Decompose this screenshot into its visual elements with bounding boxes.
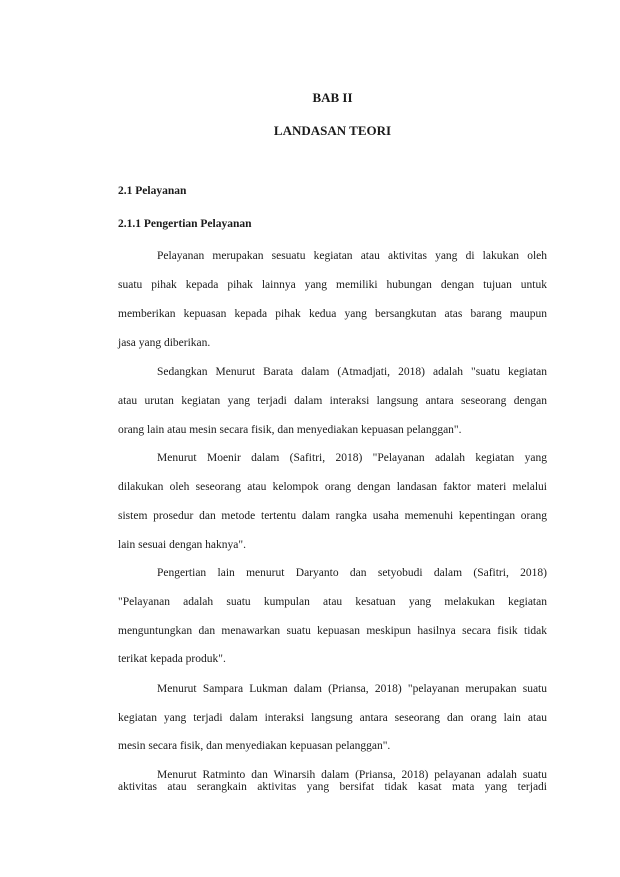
chapter-title: LANDASAN TEORI [273,123,392,138]
body-line: terikat kepada produk". [118,653,226,665]
subsection-heading: 2.1.1 Pengertian Pelayanan [118,218,252,230]
chapter-heading: BAB II [312,90,353,105]
body-line: aktivitas atau serangkain aktivitas yang bersifat tidak kasat mata yang terjadi [118,781,547,793]
body-line: jasa yang diberikan. [118,337,211,349]
body-line: kegiatan yang terjadi dalam interaksi langsung antara seseorang dan orang lain atau [118,712,547,724]
section-heading: 2.1 Pelayanan [118,185,187,197]
body-line: dilakukan oleh seseorang atau kelompok orang dengan landasan faktor materi melalui [118,481,547,493]
body-line: memberikan kepuasan kepada pihak kedua yang bersangkutan atas barang maupun [118,308,547,320]
body-line: Menurut Sampara Lukman dalam (Priansa, 2018) "pelayanan merupakan suatu [157,683,547,695]
body-line: "Pelayanan adalah suatu kumpulan atau kesatuan yang melakukan kegiatan [118,596,547,608]
body-line: Sedangkan Menurut Barata dalam (Atmadjati, 2018) adalah "suatu kegiatan [157,366,547,378]
body-line: Pelayanan merupakan sesuatu kegiatan atau aktivitas yang di lakukan oleh [157,250,547,262]
body-line: lain sesuai dengan haknya". [118,539,246,551]
body-line: Menurut Ratminto dan Winarsih dalam (Priansa, 2018) pelayanan adalah suatu [157,769,547,781]
body-line: orang lain atau mesin secara fisik, dan menyediakan kepuasan pelanggan". [118,424,462,436]
body-line: Menurut Moenir dalam (Safitri, 2018) "Pelayanan adalah kegiatan yang [157,452,547,464]
body-line: Pengertian lain menurut Daryanto dan setyobudi dalam (Safitri, 2018) [157,567,547,579]
body-line: mesin secara fisik, dan menyediakan kepuasan pelanggan". [118,740,391,752]
body-line: menguntungkan dan menawarkan suatu kepuasan meskipun hasilnya secara fisik tidak [118,625,547,637]
body-line: sistem prosedur dan metode tertentu dalam rangka usaha memenuhi kepentingan orang [118,510,547,522]
body-line: atau urutan kegiatan yang terjadi dalam interaksi langsung antara seseorang dengan [118,395,547,407]
body-line: suatu pihak kepada pihak lainnya yang memiliki hubungan dengan tujuan untuk [118,279,547,291]
